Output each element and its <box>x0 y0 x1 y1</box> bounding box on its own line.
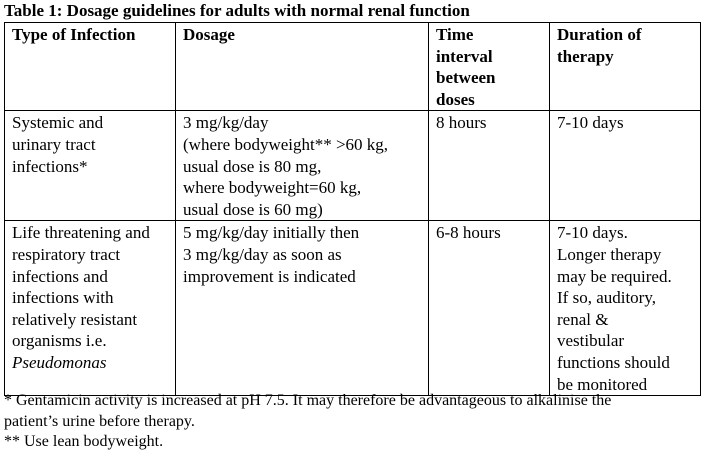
table-row <box>5 111 701 221</box>
header-time-interval: Time interval between doses <box>429 23 550 111</box>
footnote-gentamicin-line2: patient’s urine before therapy. <box>4 412 195 430</box>
cell-dosage: 5 mg/kg/day initially then 3 mg/kg/day as soon as improvement is indicated <box>176 221 429 396</box>
header-row <box>5 23 701 111</box>
footnote-gentamicin-line1: * Gentamicin activity is increased at pH 7.5. It may therefore be advantageous to alkalinise the <box>4 392 612 409</box>
header-type-of-infection: Type of Infection <box>5 23 176 111</box>
header-duration: Duration of therapy <box>550 23 701 111</box>
header-dosage: Dosage <box>176 23 429 111</box>
cell-duration: 7-10 days. Longer therapy may be required. If so, auditory, renal & vestibular functions should be monitored <box>550 221 701 396</box>
footnotes <box>4 391 611 453</box>
cell-dosage: 3 mg/kg/day (where bodyweight** >60 kg, usual dose is 80 mg, where bodyweight=60 kg, usual dose is 60 mg) <box>176 111 429 221</box>
cell-duration: 7-10 days <box>550 111 701 221</box>
dosage-table <box>4 22 701 396</box>
pseudomonas-text: Pseudomonas <box>12 352 107 372</box>
table-caption: Table 1: Dosage guidelines for adults with normal renal function <box>4 1 470 20</box>
cell-interval: 6-8 hours <box>429 221 550 396</box>
cell-infection-type: Systemic and urinary tract infections* <box>5 111 176 221</box>
table-row <box>5 221 701 396</box>
cell-infection-type: Life threatening and respiratory tract infections and infections with relatively resistant organisms i.e. Pseudomonas <box>5 221 176 396</box>
footnote-lean-bodyweight: ** Use lean bodyweight. <box>4 433 164 450</box>
cell-interval: 8 hours <box>429 111 550 221</box>
